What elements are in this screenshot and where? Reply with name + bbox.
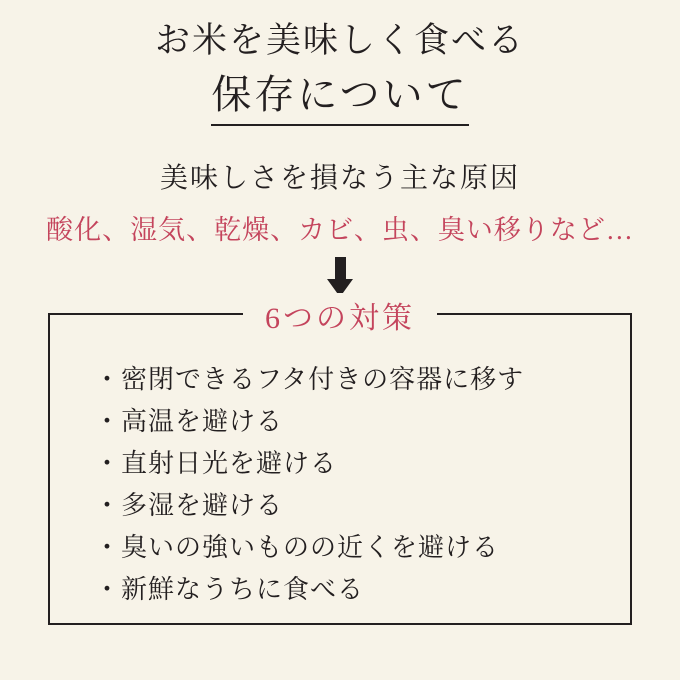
measures-title: 6つの対策	[243, 293, 437, 337]
list-item: ・臭いの強いものの近くを避ける	[94, 532, 500, 562]
list-item: ・高温を避ける	[94, 406, 284, 436]
title-line-2: 保存について	[211, 68, 468, 126]
measures-box	[48, 301, 632, 625]
page-title	[0, 0, 680, 126]
title-line-1: お米を美味しく食べる	[154, 21, 525, 60]
cause-title: 美味しさを損なう主な原因	[159, 162, 520, 194]
list-item: ・密閉できるフタ付きの容器に移す	[94, 364, 525, 394]
down-arrow-icon	[327, 257, 353, 297]
list-item: ・新鮮なうちに食べる	[94, 575, 365, 605]
list-item: ・多湿を避ける	[94, 490, 284, 520]
cause-section	[0, 156, 680, 247]
list-item: ・直射日光を避ける	[94, 448, 338, 478]
measures-list	[50, 315, 630, 612]
cause-items: 酸化、湿気、乾燥、カビ、虫、臭い移りなど…	[46, 214, 634, 245]
arrow-stem	[335, 257, 346, 281]
